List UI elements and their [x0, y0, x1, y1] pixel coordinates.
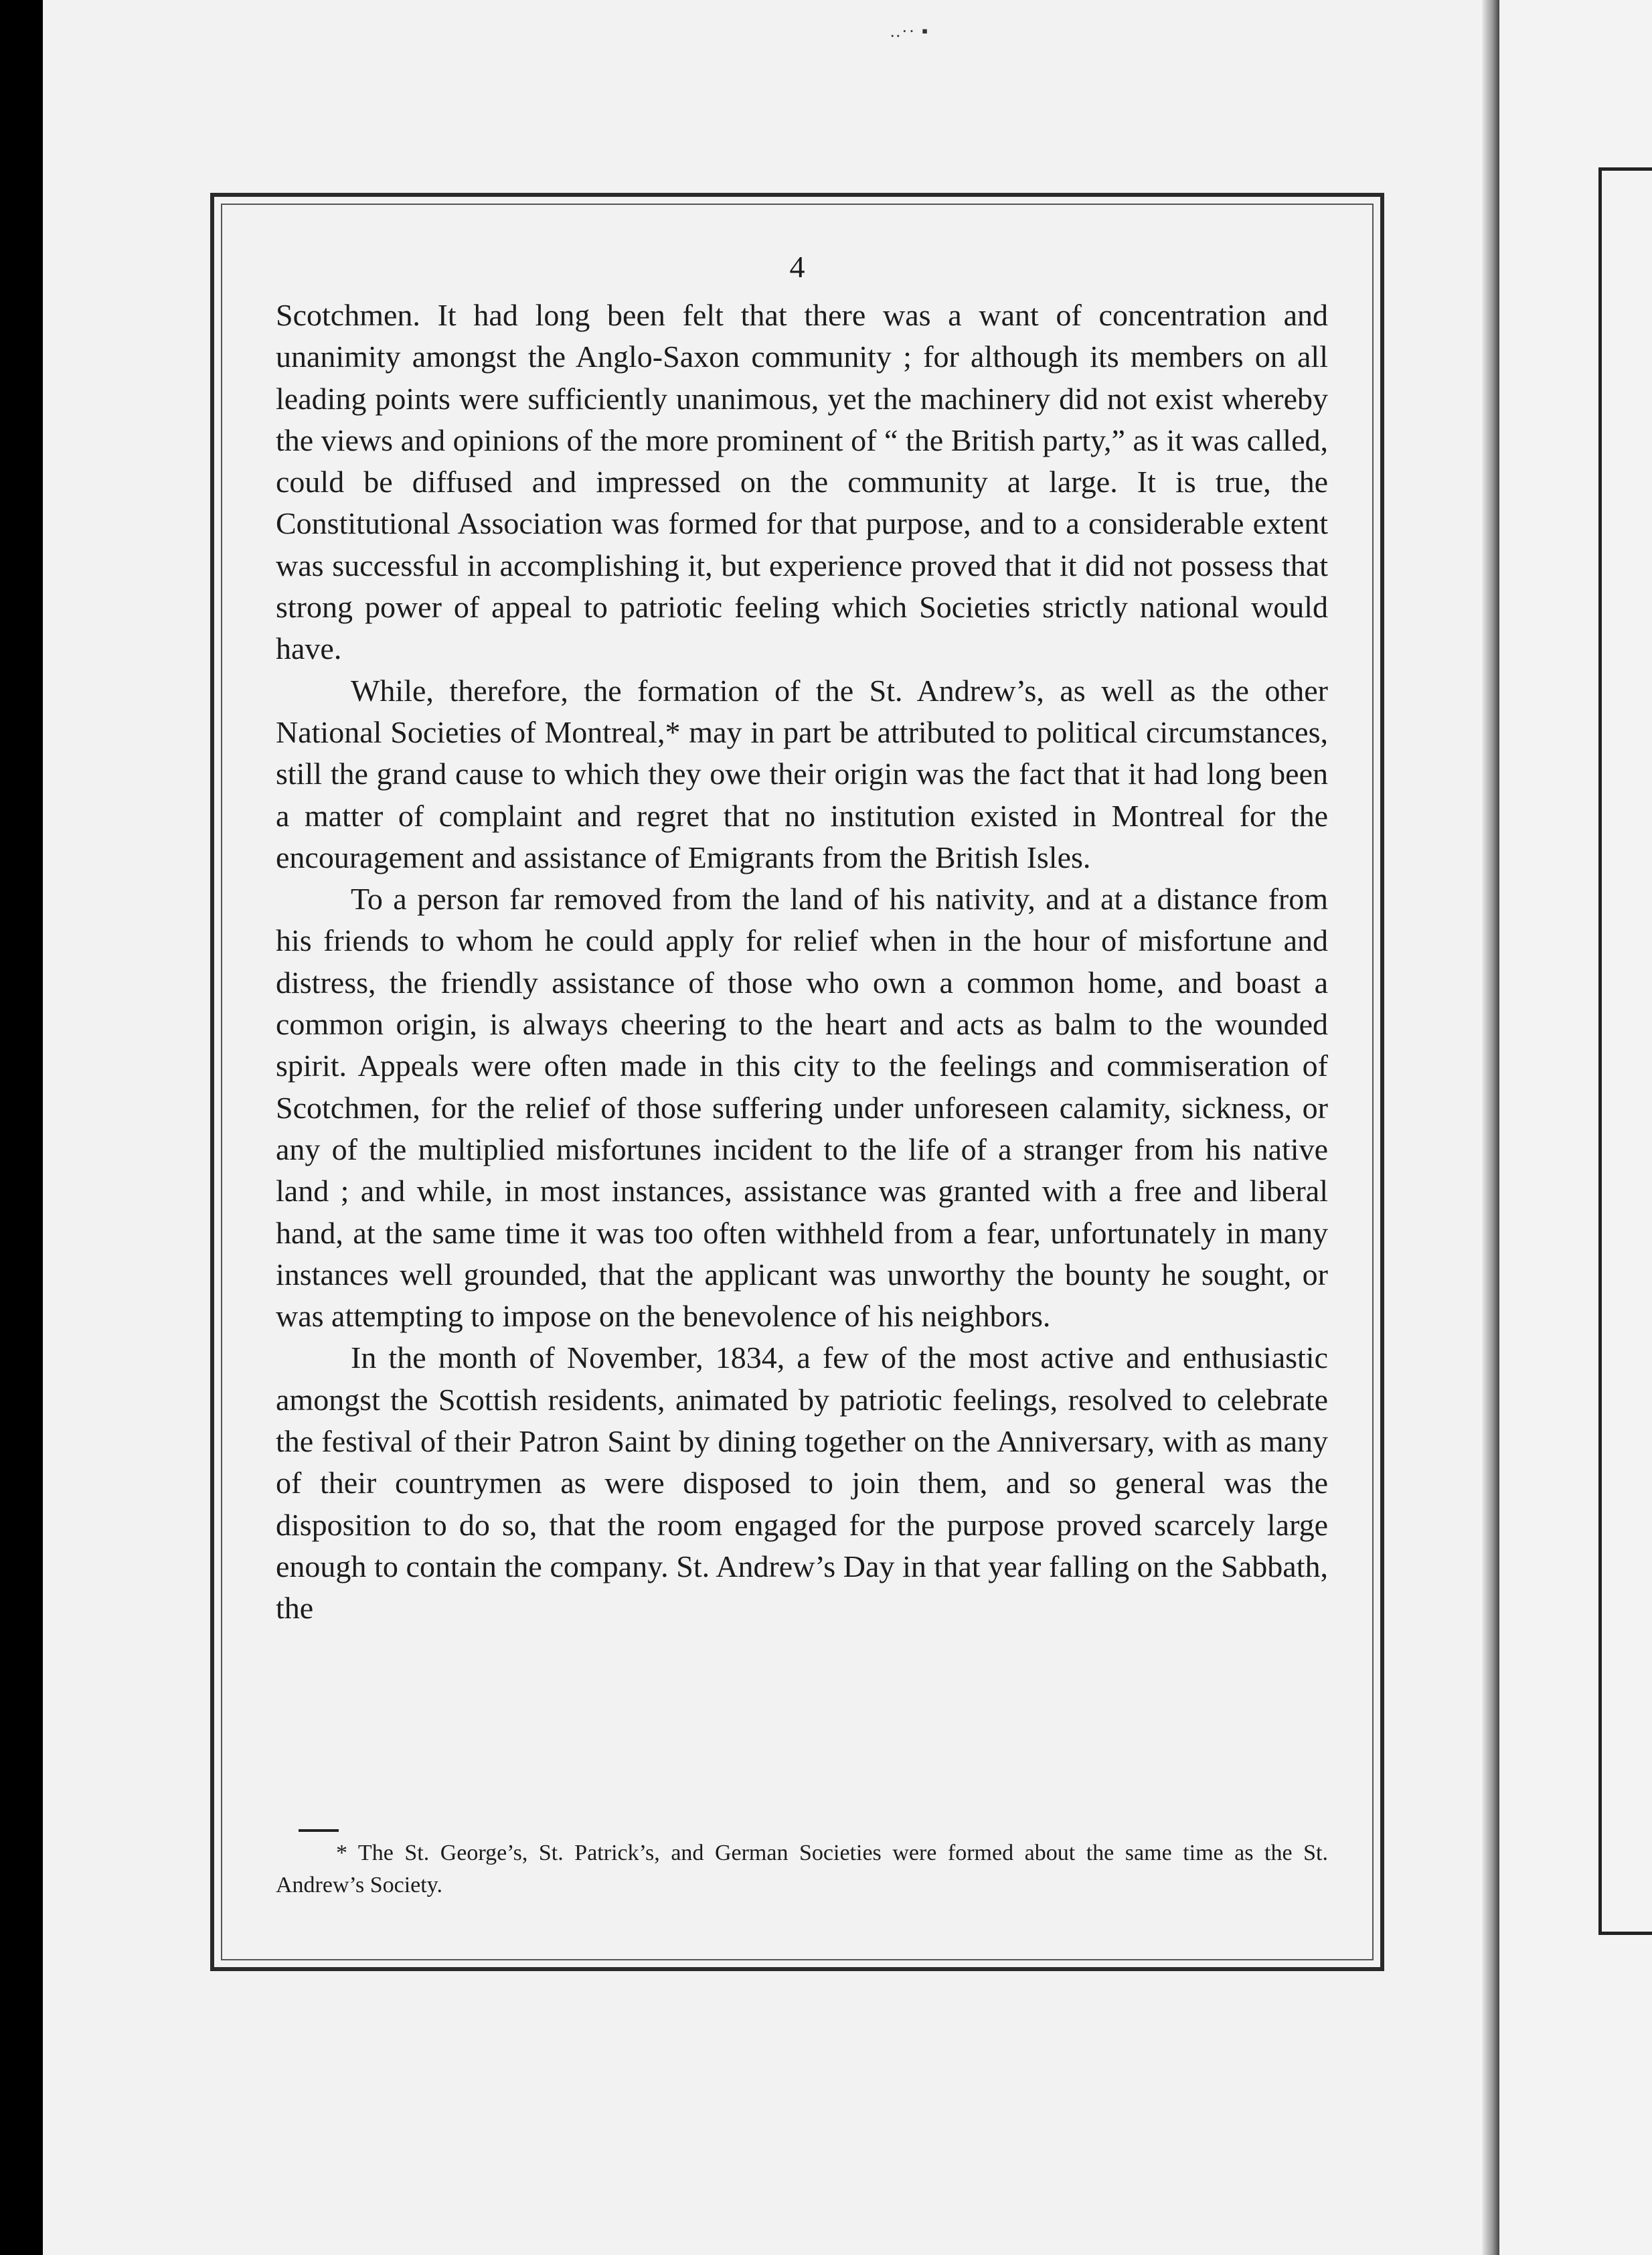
paragraph-2: While, therefore, the formation of the St. Andrew’s, as well as the other National Societies of Montreal,* may in part be attributed to political circumstances, still the grand cause to which they owe their origin was the fact that it had long been a matter of complaint and regret that no institution existed in Montreal for the encouragement and assistance of Emigrants from the British Isles. [276, 673, 1328, 874]
text-frame [210, 193, 1384, 1971]
body-text [276, 295, 1328, 1630]
scan-mark: ..·· ▪ [890, 21, 930, 41]
page-gutter [1482, 0, 1499, 2255]
footnote: * The St. George’s, St. Patrick’s, and German Societies were formed about the same time as the St. Andrew’s Society. [276, 1841, 1328, 1897]
paragraph-4: In the month of November, 1834, a few of the most active and enthusiastic amongst the Scottish residents, animated by patriotic feelings, resolved to celebrate the festival of their Patron Saint by dining together on the Anniversary, with as many of their countrymen as were disposed to join them, and so general was the disposition to do so, that the room engaged for the purpose proved scarcely large enough to contain the company. St. Andrew’s Day in that year falling on the Sabbath, the [276, 1340, 1328, 1626]
footnote-rule [299, 1829, 339, 1832]
paragraph-3: To a person far removed from the land of his nativity, and at a distance from his friends to whom he could apply for relief when in the hour of misfortune and distress, the friendly assistance of those who own a common home, and boast a common origin, is always cheering to the heart and acts as balm to the wounded spirit. Appeals were often made in this city to the feelings and commiseration of Scotchmen, for the relief of those suffering under unforeseen calamity, sickness, or any of the multiplied misfortunes incident to the life of a stranger from his native land ; and while, in most instances, assistance was granted with a free and liberal hand, at the same time it was too often withheld from a fear, unfortunately in many instances well grounded, that the applicant was unworthy the bounty he sought, or was attempting to impose on the benevolence of his neighbors. [276, 882, 1328, 1334]
facing-page-frame [1598, 167, 1652, 1935]
scan-left-edge [0, 0, 43, 2255]
paragraph-1: Scotchmen. It had long been felt that there was a want of concentration and unanimity amongst the Anglo-Saxon community ; for although its members on all leading points were sufficiently unanimous, yet the machinery did not exist whereby the views and opinions of the more prominent of “ the British party,” as it was called, could be diffused and impressed on the community at large. It is true, the Constitutional Association was formed for that purpose, and to a considerable extent was successful in accomplishing it, but experience proved that it did not possess that strong power of appeal to patriotic feeling which Societies strictly national would have. [276, 298, 1328, 666]
page-number: 4 [789, 250, 805, 284]
